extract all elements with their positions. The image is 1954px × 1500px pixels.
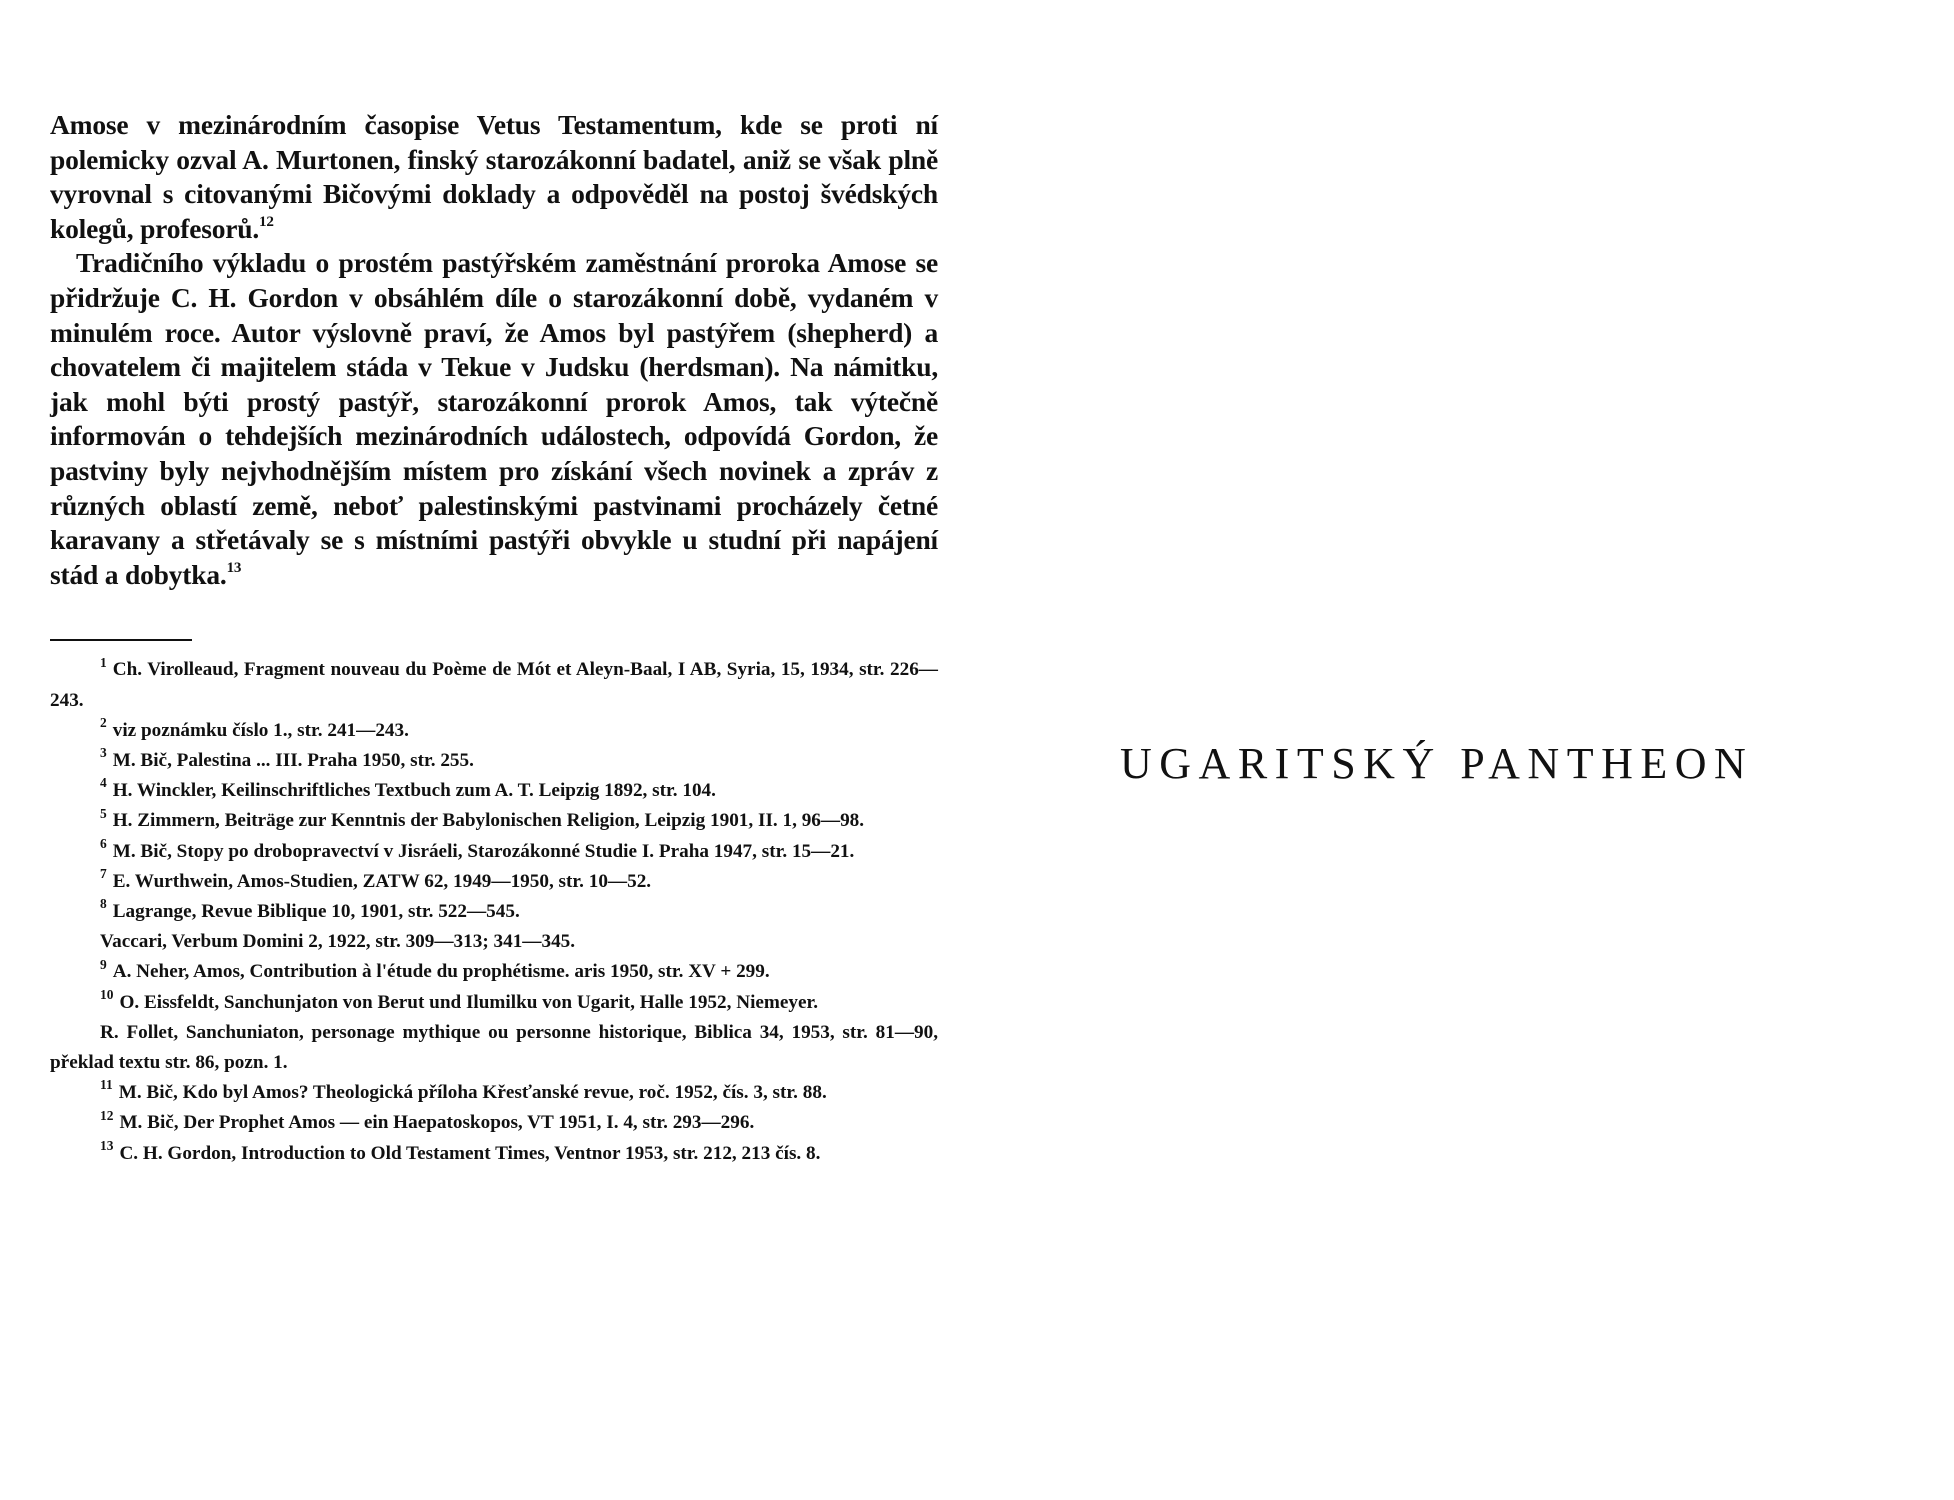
- footnote-number: 5: [100, 805, 107, 821]
- footnote-text: M. Bič, Stopy po drobopravectví v Jisráeli, Starozákonné Studie I. Praha 1947, str. 15—21.: [112, 840, 855, 862]
- footnote: [50, 957, 938, 987]
- footnote-number: 8: [100, 896, 107, 912]
- footnote: [50, 716, 938, 746]
- footnote-number: 11: [100, 1077, 113, 1093]
- paragraph-1-text: Amose v mezinárodním časopise Vetus Testamentum, kde se proti ní polemicky ozval A. Murtonen, finský starozákonní badatel, aniž se však plně vyrovnal s citovanými Bičovými doklady a odpověděl na postoj švédských kolegů, profesorů.: [50, 109, 938, 244]
- footnotes-list: [50, 655, 938, 1168]
- footnote-continuation: [50, 927, 938, 957]
- footnote: [50, 1139, 938, 1169]
- footnote-text: R. Follet, Sanchuniaton, personage mythique ou personne historique, Biblica 34, 1953, str. 81—90, překlad textu str. 86, pozn. 1.: [50, 1021, 938, 1073]
- footnote-number: 1: [100, 654, 107, 670]
- footnote: [50, 837, 938, 867]
- footnote-divider: [50, 639, 192, 641]
- footnote-text: H. Winckler, Keilinschriftliches Textbuch zum A. T. Leipzig 1892, str. 104.: [112, 780, 716, 802]
- footnote-text: Lagrange, Revue Biblique 10, 1901, str. 522—545.: [112, 900, 520, 922]
- footnote: [50, 1078, 938, 1108]
- paragraph-2-text: Tradičního výkladu o prostém pastýřském zaměstnání proroka Amose se přidržuje C. H. Gordon v obsáhlém díle o starozákonní době, vydaném v minulém roce. Autor výslovně praví, že Amos byl pastýřem (shepherd) a chovatelem či majitelem stáda v Tekue v Judsku (herdsman). Na námitku, jak mohl býti prostý pastýř, starozákonní prorok Amos, tak výtečně informován o tehdejších mezinárodních událostech, odpovídá Gordon, že pastviny byly nejvhodnějším místem pro získání všech novinek a zpráv z různých oblastí země, neboť palestinskými pastvinami procházely četné karavany a střetávaly se s místními pastýři obvykle u studní při napájení stád a dobytka.: [50, 247, 938, 590]
- footnote-ref-13: 13: [226, 560, 242, 577]
- footnote: [50, 897, 938, 927]
- footnote-text: E. Wurthwein, Amos-Studien, ZATW 62, 1949—1950, str. 10—52.: [112, 870, 652, 892]
- footnote-text: C. H. Gordon, Introduction to Old Testament Times, Ventnor 1953, str. 212, 213 čís. 8.: [119, 1142, 821, 1164]
- footnote-text: O. Eissfeldt, Sanchunjaton von Berut und Ilumilku von Ugarit, Halle 1952, Niemeyer.: [119, 991, 819, 1013]
- footnote-number: 10: [100, 986, 114, 1002]
- footnote-number: 2: [100, 714, 107, 730]
- body-text: [50, 108, 938, 592]
- footnote-number: 7: [100, 866, 107, 881]
- footnote-text: M. Bič, Palestina ... III. Praha 1950, str. 255.: [112, 749, 474, 771]
- footnote-text: viz poznámku číslo 1., str. 241—243.: [112, 719, 409, 741]
- footnote: [50, 746, 938, 776]
- footnote-number: 9: [100, 956, 107, 972]
- paragraph-1: [50, 108, 938, 246]
- footnote-number: 4: [100, 775, 107, 791]
- footnote-continuation: [50, 1018, 938, 1078]
- footnote-text: Ch. Virolleaud, Fragment nouveau du Poème de Mót et Aleyn-Baal, I AB, Syria, 15, 1934, str. 226—243.: [50, 659, 938, 711]
- footnote-text: M. Bič, Der Prophet Amos — ein Haepatoskopos, VT 1951, I. 4, str. 293—296.: [119, 1112, 755, 1134]
- footnote-text: H. Zimmern, Beiträge zur Kenntnis der Babylonischen Religion, Leipzig 1901, II. 1, 96—98.: [112, 810, 865, 832]
- section-title: UGARITSKÝ PANTHEON: [1120, 739, 1754, 788]
- footnote: [50, 776, 938, 806]
- footnote-number: 13: [100, 1137, 114, 1153]
- footnote-text: M. Bič, Kdo byl Amos? Theologická příloha Křesťanské revue, roč. 1952, čís. 3, str. 88.: [118, 1082, 827, 1104]
- footnote: [50, 988, 938, 1018]
- footnote: [50, 867, 938, 897]
- footnote-text: Vaccari, Verbum Domini 2, 1922, str. 309—313; 341—345.: [100, 931, 576, 953]
- left-page: [50, 108, 938, 1169]
- footnote: [50, 655, 938, 715]
- paragraph-2: [50, 246, 938, 592]
- footnote-number: 3: [100, 745, 107, 761]
- footnote-number: 6: [100, 835, 107, 851]
- footnote: [50, 806, 938, 836]
- footnote: [50, 1108, 938, 1138]
- footnote-text: A. Neher, Amos, Contribution à l'étude du prophétisme. aris 1950, str. XV + 299.: [112, 961, 770, 983]
- footnote-number: 12: [100, 1107, 114, 1123]
- footnote-ref-12: 12: [259, 214, 274, 231]
